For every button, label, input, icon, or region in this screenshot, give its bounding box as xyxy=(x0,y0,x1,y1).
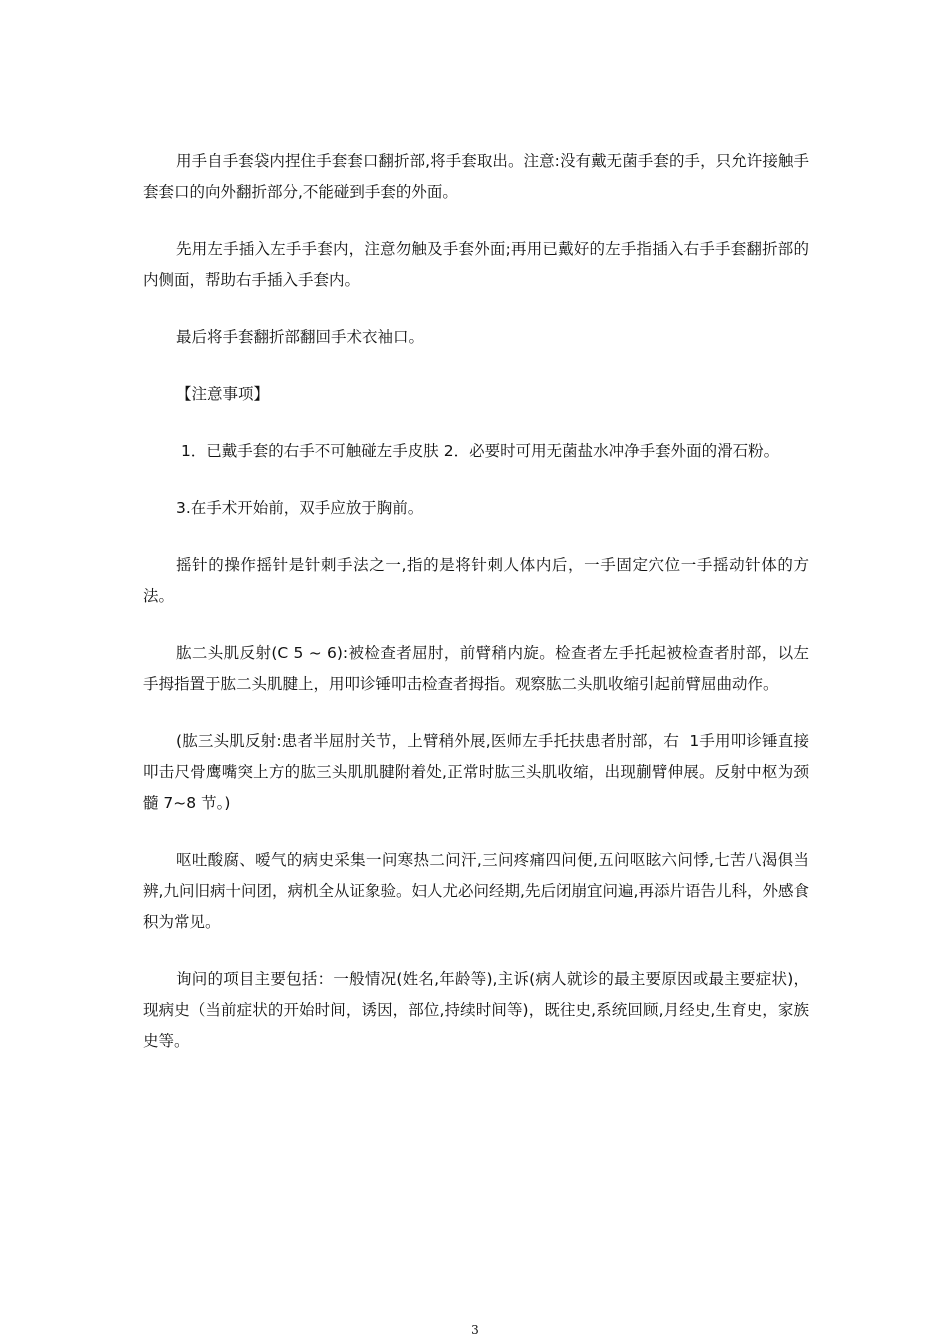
paragraph-precaution-3: 3.在手术开始前，双手应放于胸前。 xyxy=(176,499,424,517)
paragraph-inquiry-items: 询问的项目主要包括：一般情况(姓名,年龄等),主诉(病人就诊的最主要原因或最主要症状)，现病史（当前症状的开始时间，诱因，部位,持续时间等)，既往史,系统回顾,月经史,生育史，家族史等。 xyxy=(143,970,809,1050)
paragraph-biceps-reflex: 肱二头肌反射(C 5 ~ 6):被检查者屈肘，前臂稍内旋。检查者左手托起被检查者肘部，以左手拇指置于肱二头肌腱上，用叩诊锤叩击检查者拇指。观察肱二头肌收缩引起前臂屈曲动作。 xyxy=(143,644,809,693)
paragraph-left-hand-insert: 先用左手插入左手手套内，注意勿触及手套外面;再用已戴好的左手指插入右手手套翻折部的内侧面，帮助右手插入手套内。 xyxy=(143,240,809,289)
paragraph-precaution-1-2: 1．已戴手套的右手不可触碰左手皮肤 2．必要时可用无菌盐水冲净手套外面的滑石粉。 xyxy=(176,442,780,460)
paragraph-fold-back: 最后将手套翻折部翻回手术衣袖口。 xyxy=(176,328,425,346)
paragraph-glove-removal: 用手自手套袋内捏住手套套口翻折部,将手套取出。注意:没有戴无菌手套的手，只允许接触手套套口的向外翻折部分,不能碰到手套的外面。 xyxy=(143,152,809,201)
document-body xyxy=(143,146,809,1083)
section-heading-precautions: 【注意事项】 xyxy=(176,385,270,403)
paragraph-history-taking: 呕吐酸腐、嗳气的病史采集一问寒热二问汗,三问疼痛四问便,五问呕眩六问悸,七苦八渴俱当辨,九问旧病十问团，病机全从证象验。妇人尤必问经期,先后闭崩宜问遍,再添片语告儿科，外感食积为常见。 xyxy=(143,851,809,931)
paragraph-needle-shaking: 摇针的操作摇针是针刺手法之一,指的是将针刺人体内后，一手固定穴位一手摇动针体的方法。 xyxy=(143,556,809,605)
paragraph-triceps-reflex: (肱三头肌反射:患者半屈肘关节，上臂稍外展,医师左手托扶患者肘部，右 1手用叩诊锤直接叩击尺骨鹰嘴突上方的肱三头肌肌腱附着处,正常时肱三头肌收缩，出现蒯臂伸展。反射中枢为颈髓 7~8 节。) xyxy=(143,732,809,812)
page-number: 3 xyxy=(471,1323,479,1337)
